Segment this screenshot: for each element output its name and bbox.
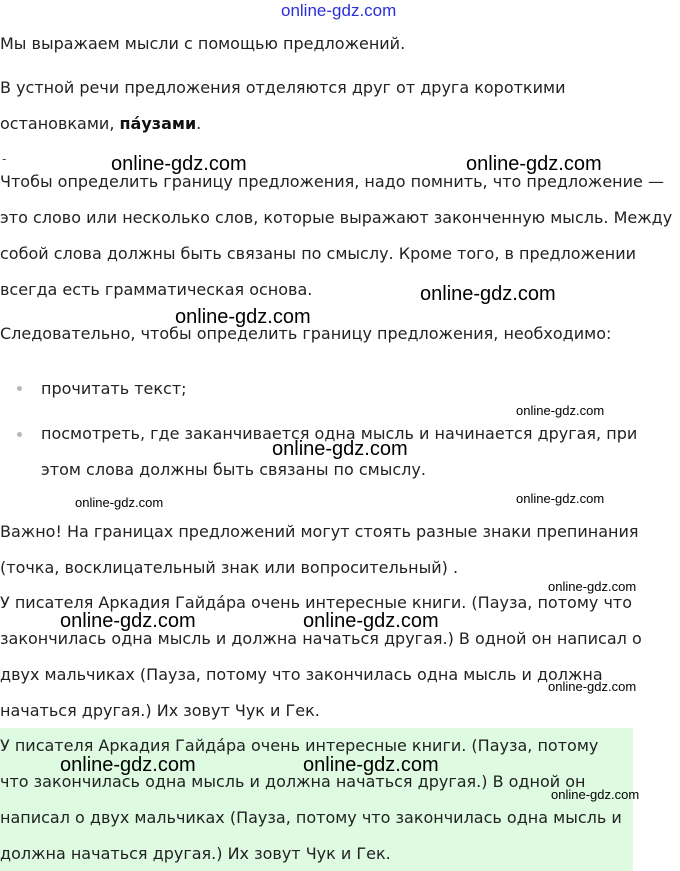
watermark: online-gdz.com — [303, 610, 439, 632]
intro-paragraph: Мы выражаем мысли с помощью предложений. — [0, 34, 406, 53]
boundary-paragraph: Чтобы определить границу предложения, надо помнить, что предложение — это слово или несколько слов, которые выражают законченную мысль. Между собой слова должны быть связаны по смыслу. Кроме того, в предложении всегда есть грамматическая основа. — [0, 172, 673, 299]
watermark: online-gdz.com — [60, 610, 196, 632]
pause-term: па́узами — [119, 114, 197, 133]
watermark: online-gdz.com — [60, 754, 196, 776]
watermark: online-gdz.com — [75, 495, 164, 510]
list-item-text: прочитать текст; — [41, 379, 187, 398]
watermark: online-gdz.com — [175, 306, 311, 328]
watermark: online-gdz.com — [551, 787, 640, 802]
pause-paragraph — [0, 70, 650, 142]
watermark: online-gdz.com — [303, 754, 439, 776]
watermark: online-gdz.com — [548, 579, 637, 594]
important-paragraph: Важно! На границах предложений могут стоять разные знаки препинания (точка, восклицательный знак или вопросительный) . — [0, 522, 639, 577]
pause-paragraph-text: В устной речи предложения отделяются друг от друга короткими остановками, — [0, 78, 566, 133]
watermark: online-gdz.com — [111, 153, 247, 175]
watermark: online-gdz.com — [548, 679, 637, 694]
watermark: online-gdz.com — [420, 283, 556, 305]
header-watermark: online-gdz.com — [281, 1, 397, 20]
conclusion-paragraph: Следовательно, чтобы определить границу предложения, необходимо: — [0, 324, 612, 343]
pause-paragraph-end: . — [196, 114, 202, 133]
bullet-icon — [17, 386, 22, 391]
watermark: online-gdz.com — [516, 403, 605, 418]
watermark: online-gdz.com — [272, 438, 408, 460]
watermark: online-gdz.com — [516, 491, 605, 506]
example-paragraph: У писателя Аркадия Гайда́ра очень интересные книги. (Пауза, потому что закончилась одна мысль и должна начаться другая.) В одной он написал о двух мальчиках (Пауза, потому что закончилась одна мысль и должна начаться другая.) Их зовут Чук и Гек. — [0, 593, 642, 720]
dash-mark: - — [2, 152, 7, 166]
bullet-icon — [17, 432, 22, 437]
list-item-text: посмотреть, где заканчивается одна мысль и начинается другая, при этом слова должны быть связаны по смыслу. — [41, 424, 638, 479]
watermark: online-gdz.com — [466, 153, 602, 175]
highlighted-example-paragraph: У писателя Аркадия Гайда́ра очень интересные книги. (Пауза, потому что закончилась одна мысль и должна начаться другая.) В одной он написал о двух мальчиках (Пауза, потому что закончилась одна мысль и должна начаться другая.) Их зовут Чук и Гек. — [0, 736, 622, 863]
